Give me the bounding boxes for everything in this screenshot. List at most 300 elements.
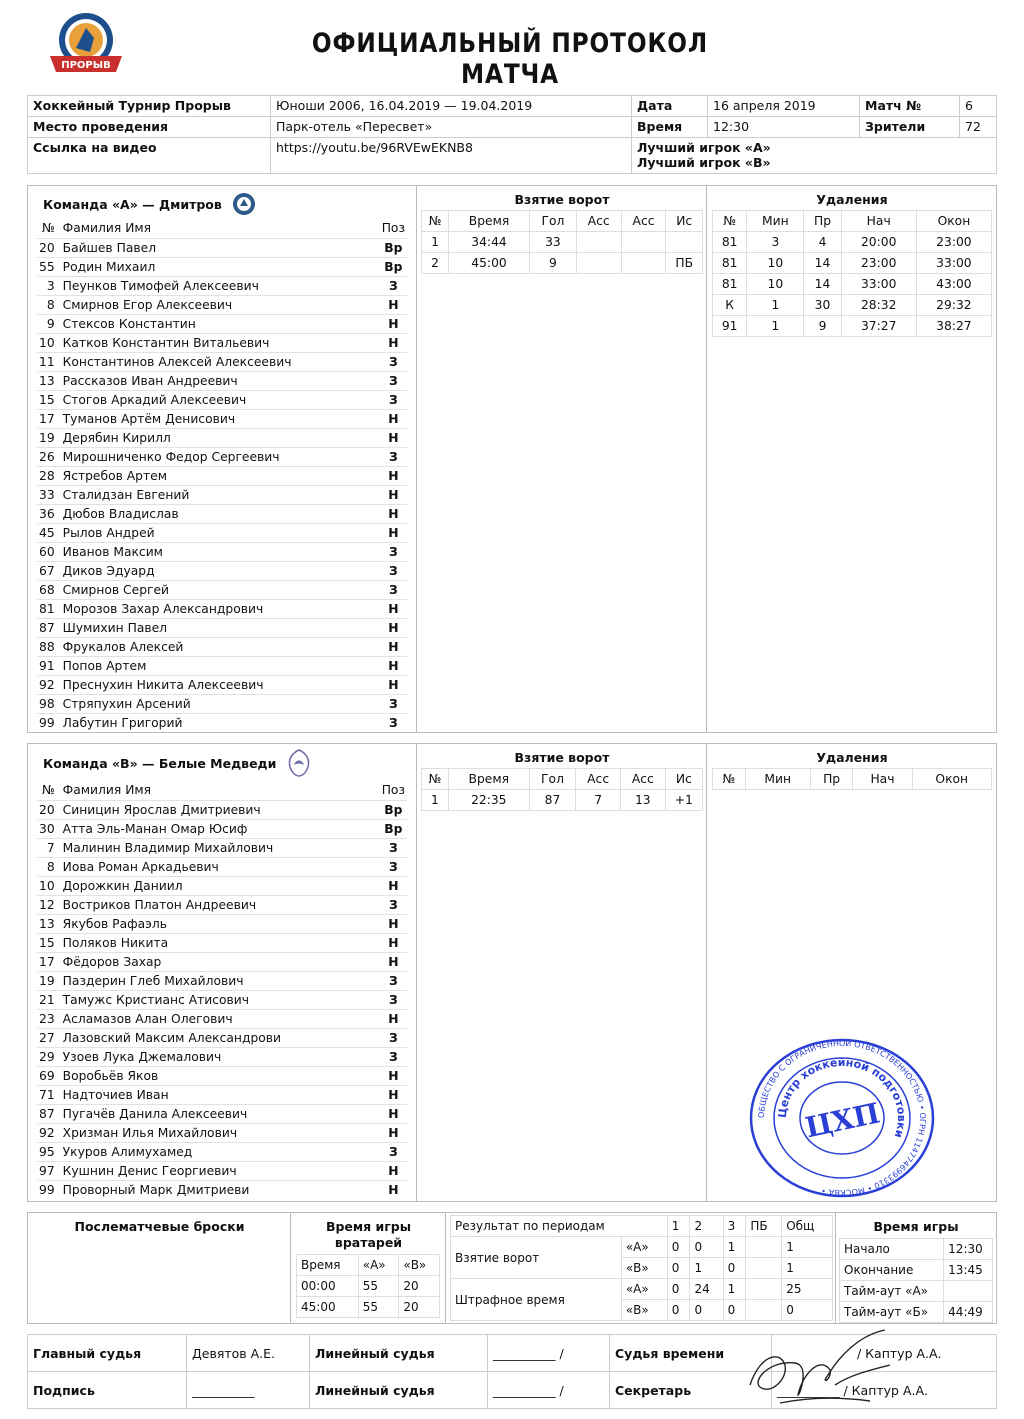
player-number: 27 [37, 1028, 61, 1047]
roster-pos-header: Поз [381, 783, 405, 798]
player-position: З [380, 838, 407, 857]
period-team-a: «А» [621, 1237, 667, 1258]
player-name: Диков Эдуард [61, 561, 380, 580]
table-cell: 4 [804, 232, 841, 253]
player-position: Н [380, 1085, 407, 1104]
roster-row [37, 694, 407, 713]
player-name: Стряпухин Арсений [61, 694, 380, 713]
column-header: ПБ [746, 1216, 782, 1237]
roster-row [37, 713, 407, 732]
player-name: Востриков Платон Андреевич [61, 895, 380, 914]
tournament-logo [42, 8, 130, 78]
roster-row [37, 314, 407, 333]
team-b-penalties-table [712, 768, 992, 790]
column-header: Результат по периодам [451, 1216, 668, 1237]
table-cell: 33:00 [916, 253, 991, 274]
player-position: Вр [380, 819, 407, 838]
roster-row [37, 599, 407, 618]
player-position: Н [380, 599, 407, 618]
team-b-roster [37, 781, 407, 1199]
column-header: Асс [576, 769, 621, 790]
player-number: 36 [37, 504, 61, 523]
time-value: 12:30 [708, 117, 860, 138]
player-name: Туманов Артём Денисович [61, 409, 380, 428]
player-number: 7 [37, 838, 61, 857]
player-number: 92 [37, 1123, 61, 1142]
table-cell: 87 [529, 790, 576, 811]
period-cell: 1 [690, 1258, 723, 1279]
table-cell: 37:27 [841, 316, 916, 337]
game-time-row [840, 1239, 993, 1260]
gk-time-row [297, 1297, 440, 1318]
table-cell: 55 [358, 1297, 399, 1318]
column-header: Гол [530, 211, 577, 232]
roster-row [37, 857, 407, 876]
table-cell: 55 [358, 1276, 399, 1297]
player-position: Н [380, 295, 407, 314]
roster-row [37, 838, 407, 857]
roster-row [37, 466, 407, 485]
table-cell: 3 [747, 232, 804, 253]
game-time-row [840, 1302, 993, 1323]
column-header: Нач [841, 211, 916, 232]
player-name: Мирошниченко Федор Сергеевич [61, 447, 380, 466]
roster-row [37, 876, 407, 895]
roster-row [37, 656, 407, 675]
match-label: Матч № [860, 96, 960, 117]
roster-num-header: № [41, 221, 55, 236]
player-number: 19 [37, 428, 61, 447]
column-header: Асс [620, 769, 665, 790]
table-cell: 45:00 [448, 253, 529, 274]
player-name: Рассказов Иван Андреевич [61, 371, 380, 390]
table-cell: 33:00 [841, 274, 916, 295]
roster-row [37, 800, 407, 819]
player-name: Преснухин Никита Алексеевич [61, 675, 380, 694]
player-name: Иванов Максим [61, 542, 380, 561]
period-pim-label: Штрафное время [451, 1279, 622, 1321]
team-b-emblem-icon [286, 749, 312, 777]
table-cell: 1 [422, 790, 449, 811]
player-name: Атта Эль-Манан Омар Юсиф [61, 819, 380, 838]
player-position: З [380, 371, 407, 390]
table-cell: 1 [747, 316, 804, 337]
video-label: Ссылка на видео [28, 138, 271, 174]
table-cell: 43:00 [916, 274, 991, 295]
player-name: Стогов Аркадий Алексеевич [61, 390, 380, 409]
period-cell: 0 [667, 1300, 690, 1321]
table-cell: 22:35 [448, 790, 529, 811]
player-position: Н [380, 523, 407, 542]
table-cell: 13 [620, 790, 665, 811]
date-value: 16 апреля 2019 [708, 96, 860, 117]
roster-row [37, 580, 407, 599]
player-position: Н [380, 656, 407, 675]
player-number: 17 [37, 409, 61, 428]
period-results-table [450, 1215, 833, 1321]
table-cell [576, 253, 621, 274]
roster-row [37, 561, 407, 580]
player-name: Попов Артем [61, 656, 380, 675]
table-cell: 45:00 [297, 1297, 359, 1318]
column-header: Гол [529, 769, 576, 790]
player-number: 81 [37, 599, 61, 618]
player-number: 71 [37, 1085, 61, 1104]
table-cell: 14 [804, 274, 841, 295]
team-b-penalties-title: Удаления [816, 750, 888, 765]
column-header: № [713, 211, 747, 232]
player-number: 26 [37, 447, 61, 466]
column-header: 1 [667, 1216, 690, 1237]
player-name: Воробьёв Яков [61, 1066, 380, 1085]
player-position: Н [380, 1180, 407, 1199]
game-time-row [840, 1260, 993, 1281]
table-cell [621, 253, 666, 274]
player-position: З [380, 542, 407, 561]
player-number: 92 [37, 675, 61, 694]
player-number: 17 [37, 952, 61, 971]
roster-row [37, 428, 407, 447]
player-position: З [380, 694, 407, 713]
player-number: 60 [37, 542, 61, 561]
player-number: 68 [37, 580, 61, 599]
player-number: 91 [37, 656, 61, 675]
period-cell: 24 [690, 1279, 723, 1300]
player-position: Н [380, 409, 407, 428]
player-name: Катков Константин Витальевич [61, 333, 380, 352]
column-header: Окон [912, 769, 991, 790]
linesman-2-label: Линейный судья [310, 1372, 488, 1409]
period-cell [746, 1279, 782, 1300]
player-position: З [380, 1142, 407, 1161]
table-cell: 13:45 [944, 1260, 993, 1281]
venue-label: Место проведения [28, 117, 271, 138]
roster-row [37, 952, 407, 971]
penalty-row [713, 274, 992, 295]
player-name: Ястребов Артем [61, 466, 380, 485]
table-cell: ПБ [666, 253, 703, 274]
player-position: Н [380, 314, 407, 333]
period-team-b: «В» [621, 1258, 667, 1279]
player-name: Смирнов Егор Алексеевич [61, 295, 380, 314]
table-cell: 00:00 [297, 1276, 359, 1297]
player-number: 33 [37, 485, 61, 504]
roster-row [37, 485, 407, 504]
player-position: Н [380, 1161, 407, 1180]
timekeeper-value: / Каптур А.А. [772, 1335, 997, 1372]
team-a-penalties-table [712, 210, 992, 337]
roster-row [37, 276, 407, 295]
column-header: «В» [399, 1255, 440, 1276]
roster-row [37, 542, 407, 561]
period-cell: 0 [690, 1300, 723, 1321]
player-number: 15 [37, 933, 61, 952]
stamp-outer-text: ОБЩЕСТВО С ОГРАНИЧЕННОЙ ОТВЕТСТВЕННОСТЬЮ • ОГРН 1147746993310 • МОСКВА • [756, 1038, 928, 1198]
player-name: Кушнин Денис Георгиевич [61, 1161, 380, 1180]
table-cell: 1 [747, 295, 804, 316]
period-cell [746, 1237, 782, 1258]
player-number: 21 [37, 990, 61, 1009]
player-name: Поляков Никита [61, 933, 380, 952]
table-cell [621, 232, 666, 253]
period-cell: 1 [723, 1279, 746, 1300]
referee-label: Главный судья [28, 1335, 187, 1372]
roster-name-header: Фамилия Имя [62, 783, 152, 798]
player-name: Дюбов Владислав [61, 504, 380, 523]
table-cell: Тайм-аут «А» [840, 1281, 944, 1302]
player-name: Морозов Захар Александрович [61, 599, 380, 618]
roster-row [37, 257, 407, 276]
player-position: Н [380, 333, 407, 352]
team-a-penalties-title: Удаления [816, 192, 888, 207]
player-position: З [380, 990, 407, 1009]
table-cell: 81 [713, 253, 747, 274]
player-name: Паздерин Глеб Михайлович [61, 971, 380, 990]
player-position: З [380, 1047, 407, 1066]
penalty-row [713, 232, 992, 253]
video-link[interactable]: https://youtu.be/96RVEwEKNB8 [271, 138, 632, 174]
penalty-row [713, 295, 992, 316]
roster-row [37, 295, 407, 314]
player-name: Укуров Алимухамед [61, 1142, 380, 1161]
player-number: 97 [37, 1161, 61, 1180]
period-cell: 0 [723, 1258, 746, 1279]
roster-row [37, 523, 407, 542]
table-cell: 44:49 [944, 1302, 993, 1323]
roster-num-header: № [41, 783, 55, 798]
roster-row [37, 1142, 407, 1161]
roster-row [37, 238, 407, 257]
roster-pos-header: Поз [381, 221, 405, 236]
player-position: Н [380, 876, 407, 895]
player-position: Н [380, 466, 407, 485]
player-position: З [380, 1028, 407, 1047]
roster-row [37, 504, 407, 523]
linesman-2-value: __________ / [488, 1372, 610, 1409]
goal-row [422, 253, 703, 274]
roster-row [37, 371, 407, 390]
table-cell: 81 [713, 232, 747, 253]
player-position: З [380, 971, 407, 990]
player-number: 98 [37, 694, 61, 713]
player-name: Шумихин Павел [61, 618, 380, 637]
player-number: 45 [37, 523, 61, 542]
roster-row [37, 1161, 407, 1180]
team-b-goals-title: Взятие ворот [514, 750, 610, 765]
secretary-value: __________ / Каптур А.А. [772, 1372, 997, 1409]
table-cell: 10 [747, 253, 804, 274]
period-cell: 1 [782, 1237, 833, 1258]
player-number: 28 [37, 466, 61, 485]
player-position: Н [380, 428, 407, 447]
player-position: Н [380, 1009, 407, 1028]
spectators-value: 72 [960, 117, 997, 138]
period-cell: 1 [782, 1258, 833, 1279]
player-number: 87 [37, 1104, 61, 1123]
roster-row [37, 1066, 407, 1085]
table-cell: 30 [804, 295, 841, 316]
player-name: Лазовский Максим Александрови [61, 1028, 380, 1047]
player-number: 67 [37, 561, 61, 580]
roster-row [37, 1047, 407, 1066]
player-position: Н [380, 952, 407, 971]
table-cell: 81 [713, 274, 747, 295]
player-number: 23 [37, 1009, 61, 1028]
roster-row [37, 333, 407, 352]
player-name: Пугачёв Данила Алексеевич [61, 1104, 380, 1123]
table-cell: 1 [422, 232, 449, 253]
player-number: 19 [37, 971, 61, 990]
roster-row [37, 1009, 407, 1028]
goal-row [422, 232, 703, 253]
player-position: З [380, 561, 407, 580]
roster-row [37, 819, 407, 838]
player-name: Пеунков Тимофей Алексеевич [61, 276, 380, 295]
period-cell [746, 1300, 782, 1321]
roster-row [37, 675, 407, 694]
player-position: Н [380, 914, 407, 933]
column-header: Мин [747, 211, 804, 232]
roster-row [37, 914, 407, 933]
table-cell: 20 [399, 1276, 440, 1297]
player-position: Вр [380, 238, 407, 257]
column-header: Ис [665, 769, 702, 790]
table-cell: Окончание [840, 1260, 944, 1281]
table-cell [666, 232, 703, 253]
period-cell: 1 [723, 1237, 746, 1258]
period-cell: 25 [782, 1279, 833, 1300]
penalty-row [713, 253, 992, 274]
column-header: «А» [358, 1255, 399, 1276]
player-name: Синицин Ярослав Дмитриевич [61, 800, 380, 819]
tournament-label: Хоккейный Турнир Прорыв [28, 96, 271, 117]
player-number: 99 [37, 1180, 61, 1199]
gk-time-title: Время игры вратарей [325, 1219, 412, 1250]
player-number: 10 [37, 876, 61, 895]
table-cell: 14 [804, 253, 841, 274]
timekeeper-label: Судья времени [610, 1335, 772, 1372]
player-name: Асламазов Алан Олегович [61, 1009, 380, 1028]
gk-time-row [297, 1276, 440, 1297]
player-name: Смирнов Сергей [61, 580, 380, 599]
table-cell: 12:30 [944, 1239, 993, 1260]
player-name: Проворный Марк Дмитриеви [61, 1180, 380, 1199]
player-name: Узоев Лука Джемалович [61, 1047, 380, 1066]
player-name: Байшев Павел [61, 238, 380, 257]
player-position: Вр [380, 257, 407, 276]
table-cell: 38:27 [916, 316, 991, 337]
player-position: Н [380, 1123, 407, 1142]
roster-row [37, 895, 407, 914]
player-position: З [380, 580, 407, 599]
player-number: 30 [37, 819, 61, 838]
game-time-row [840, 1281, 993, 1302]
table-cell: 29:32 [916, 295, 991, 316]
summary-panel [27, 1212, 997, 1324]
team-b-title: Команда «В» — Белые Медведи [43, 755, 277, 771]
roster-row [37, 971, 407, 990]
column-header: Асс [576, 211, 621, 232]
player-number: 95 [37, 1142, 61, 1161]
player-name: Фёдоров Захар [61, 952, 380, 971]
roster-row [37, 1104, 407, 1123]
column-header: Мин [745, 769, 810, 790]
player-position: З [380, 447, 407, 466]
table-cell: 7 [576, 790, 621, 811]
period-goals-label: Взятие ворот [451, 1237, 622, 1279]
column-header: 3 [723, 1216, 746, 1237]
stamp-ring-text: Центр хоккейной подготовки [775, 1055, 909, 1140]
logo-label: ПРОРЫВ [61, 60, 111, 71]
column-header: Время [297, 1255, 359, 1276]
roster-row [37, 933, 407, 952]
column-header: 2 [690, 1216, 723, 1237]
signature-label: Подпись [28, 1372, 187, 1409]
roster-row [37, 1028, 407, 1047]
table-cell: 20:00 [841, 232, 916, 253]
team-b-goals-table [421, 768, 703, 811]
roster-row [37, 390, 407, 409]
column-header: Нач [853, 769, 912, 790]
best-player-a-label: Лучший игрок «А» [637, 140, 771, 155]
tournament-value: Юноши 2006, 16.04.2019 — 19.04.2019 [271, 96, 632, 117]
player-number: 20 [37, 800, 61, 819]
match-value: 6 [960, 96, 997, 117]
period-cell: 0 [667, 1237, 690, 1258]
period-cell: 0 [667, 1279, 690, 1300]
column-header: № [713, 769, 746, 790]
player-name: Лабутин Григорий [61, 713, 380, 732]
player-number: 13 [37, 371, 61, 390]
roster-row [37, 637, 407, 656]
linesman-1-value: __________ / [488, 1335, 610, 1372]
table-cell: Начало [840, 1239, 944, 1260]
table-cell: 9 [804, 316, 841, 337]
player-position: З [380, 390, 407, 409]
table-cell: 2 [422, 253, 449, 274]
date-label: Дата [632, 96, 708, 117]
table-cell: 33 [530, 232, 577, 253]
player-name: Сталидзан Евгений [61, 485, 380, 504]
roster-row [37, 352, 407, 371]
player-position: Вр [380, 800, 407, 819]
roster-row [37, 1123, 407, 1142]
signature-mark [740, 1325, 900, 1410]
shootouts-title: Послематчевые броски [74, 1219, 245, 1234]
player-name: Тамужс Кристианс Атисович [61, 990, 380, 1009]
player-name: Дорожкин Даниил [61, 876, 380, 895]
player-number: 11 [37, 352, 61, 371]
stamp-center-text: ЦХП [802, 1096, 883, 1145]
player-name: Хризман Илья Михайлович [61, 1123, 380, 1142]
table-cell: К [713, 295, 747, 316]
best-player-b-label: Лучший игрок «B» [637, 155, 771, 170]
table-cell: +1 [665, 790, 702, 811]
column-header: Асс [621, 211, 666, 232]
period-cell: 0 [667, 1258, 690, 1279]
column-header: Ис [666, 211, 703, 232]
table-cell: 10 [747, 274, 804, 295]
roster-row [37, 447, 407, 466]
player-number: 20 [37, 238, 61, 257]
roster-row [37, 1085, 407, 1104]
penalty-row [713, 316, 992, 337]
team-a-roster [37, 219, 407, 732]
match-info-table [27, 95, 997, 174]
table-cell: Тайм-аут «Б» [840, 1302, 944, 1323]
spectators-label: Зрители [860, 117, 960, 138]
player-position: Н [380, 618, 407, 637]
